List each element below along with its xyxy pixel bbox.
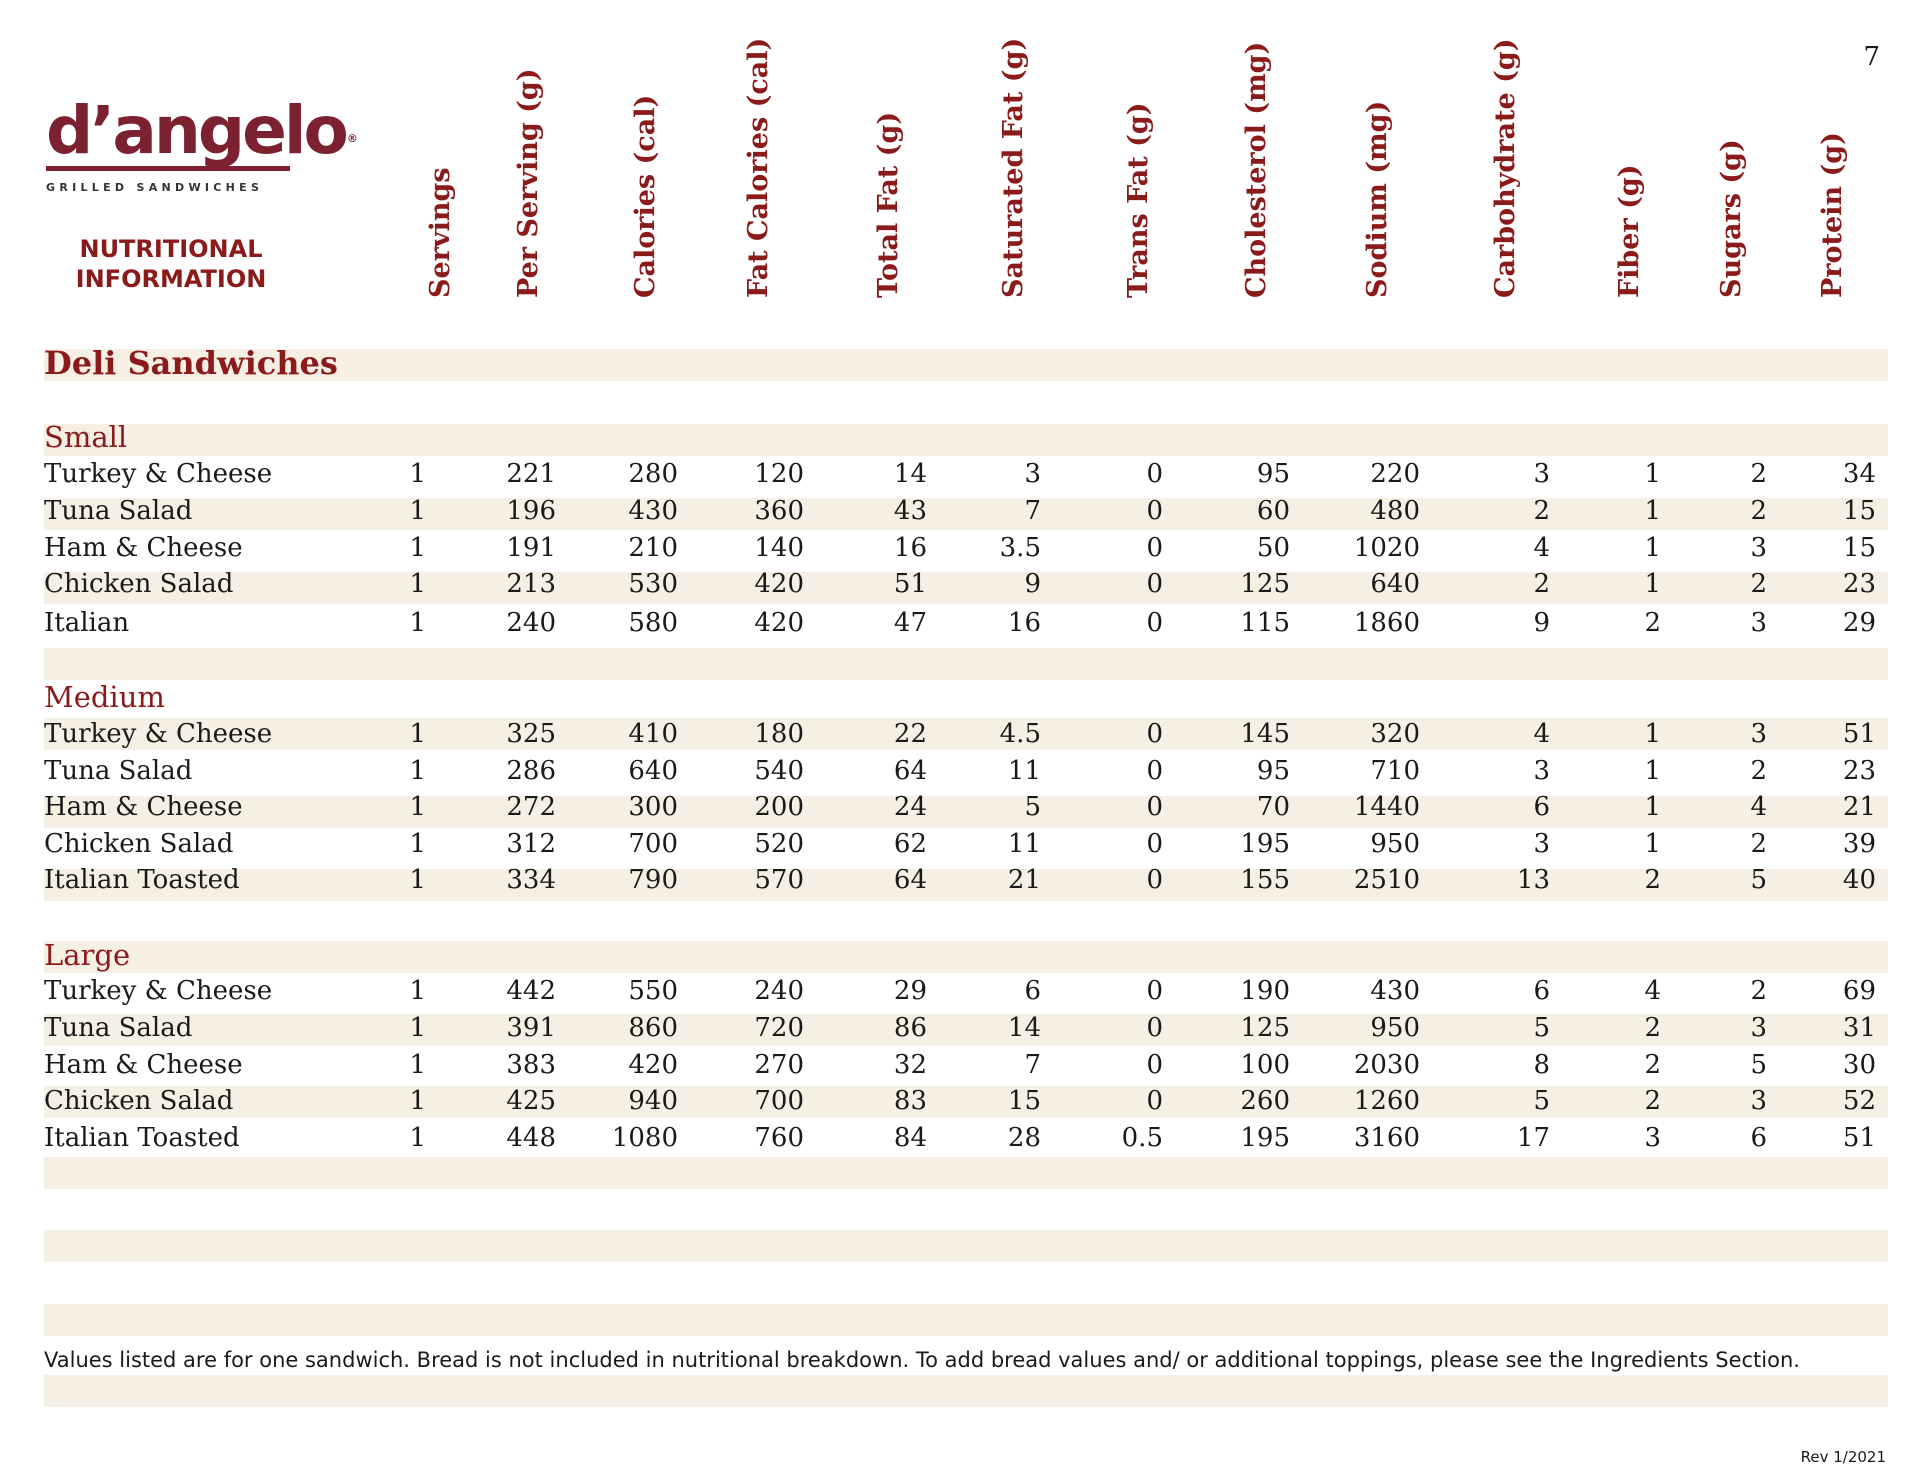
- cell-cholesterol: 195: [1240, 829, 1290, 859]
- cell-protein: 23: [1842, 756, 1876, 786]
- cell-saturated-fat: 3.5: [999, 533, 1041, 563]
- cell-protein: 40: [1842, 865, 1876, 895]
- document-title: [46, 234, 296, 294]
- column-header-sugars: Sugars (g): [1716, 139, 1747, 298]
- cell-calories: 300: [628, 792, 678, 822]
- column-header-per-serving: Per Serving (g): [513, 68, 544, 298]
- cell-sugars: 2: [1750, 756, 1767, 786]
- item-name: Tuna Salad: [44, 1013, 193, 1043]
- item-name: Turkey & Cheese: [44, 976, 273, 1006]
- cell-carbohydrate: 2: [1533, 569, 1550, 599]
- cell-saturated-fat: 7: [1024, 1050, 1041, 1080]
- cell-calories: 790: [628, 865, 678, 895]
- cell-carbohydrate: 5: [1533, 1013, 1550, 1043]
- cell-total-fat: 84: [893, 1123, 927, 1153]
- cell-fiber: 1: [1644, 756, 1661, 786]
- cell-sodium: 1860: [1353, 608, 1420, 638]
- cell-servings: 1: [409, 608, 426, 638]
- cell-calories: 640: [628, 756, 678, 786]
- cell-sodium: 950: [1370, 1013, 1420, 1043]
- item-name: Turkey & Cheese: [44, 719, 273, 749]
- cell-fiber: 1: [1644, 719, 1661, 749]
- table-row: [0, 607, 1920, 639]
- cell-cholesterol: 70: [1256, 792, 1290, 822]
- cell-fiber: 1: [1644, 792, 1661, 822]
- cell-sugars: 3: [1750, 608, 1767, 638]
- row-band: [44, 1375, 1888, 1407]
- cell-servings: 1: [409, 865, 426, 895]
- cell-calories: 280: [628, 459, 678, 489]
- cell-saturated-fat: 7: [1024, 496, 1041, 526]
- cell-trans-fat: 0: [1146, 829, 1163, 859]
- document-title-line-1: NUTRITIONAL: [79, 235, 263, 263]
- item-name: Ham & Cheese: [44, 792, 243, 822]
- cell-calories: 580: [628, 608, 678, 638]
- cell-protein: 39: [1842, 829, 1876, 859]
- item-name: Ham & Cheese: [44, 533, 243, 563]
- cell-servings: 1: [409, 1123, 426, 1153]
- cell-sugars: 3: [1750, 1086, 1767, 1116]
- cell-saturated-fat: 3: [1024, 459, 1041, 489]
- table-row: [0, 568, 1920, 600]
- cell-servings: 1: [409, 459, 426, 489]
- cell-carbohydrate: 5: [1533, 1086, 1550, 1116]
- item-name: Ham & Cheese: [44, 1050, 243, 1080]
- cell-total-fat: 83: [893, 1086, 927, 1116]
- cell-per-serving: 312: [506, 829, 556, 859]
- cell-protein: 51: [1842, 719, 1876, 749]
- cell-carbohydrate: 2: [1533, 496, 1550, 526]
- cell-sodium: 950: [1370, 829, 1420, 859]
- cell-fiber: 2: [1644, 1050, 1661, 1080]
- cell-cholesterol: 50: [1256, 533, 1290, 563]
- cell-cholesterol: 260: [1240, 1086, 1290, 1116]
- row-band: [44, 1157, 1888, 1189]
- cell-cholesterol: 195: [1240, 1123, 1290, 1153]
- cell-per-serving: 191: [506, 533, 556, 563]
- cell-servings: 1: [409, 976, 426, 1006]
- cell-total-fat: 51: [893, 569, 927, 599]
- cell-trans-fat: 0.5: [1121, 1123, 1163, 1153]
- cell-fat-calories: 700: [754, 1086, 804, 1116]
- cell-sugars: 3: [1750, 533, 1767, 563]
- cell-sodium: 1440: [1353, 792, 1420, 822]
- item-name: Chicken Salad: [44, 1086, 234, 1116]
- cell-carbohydrate: 8: [1533, 1050, 1550, 1080]
- cell-cholesterol: 115: [1240, 608, 1290, 638]
- cell-per-serving: 425: [506, 1086, 556, 1116]
- table-row: [0, 1085, 1920, 1117]
- cell-cholesterol: 125: [1240, 569, 1290, 599]
- cell-protein: 15: [1842, 496, 1876, 526]
- cell-fat-calories: 540: [754, 756, 804, 786]
- cell-carbohydrate: 3: [1533, 459, 1550, 489]
- table-row: [0, 975, 1920, 1007]
- cell-total-fat: 14: [893, 459, 927, 489]
- cell-fat-calories: 760: [754, 1123, 804, 1153]
- row-band: [44, 941, 1888, 973]
- cell-total-fat: 29: [893, 976, 927, 1006]
- cell-cholesterol: 95: [1256, 459, 1290, 489]
- column-header-saturated-fat: Saturated Fat (g): [998, 37, 1029, 298]
- cell-trans-fat: 0: [1146, 865, 1163, 895]
- cell-calories: 210: [628, 533, 678, 563]
- cell-fiber: 2: [1644, 1013, 1661, 1043]
- cell-per-serving: 442: [506, 976, 556, 1006]
- cell-cholesterol: 145: [1240, 719, 1290, 749]
- section-title: Deli Sandwiches: [44, 344, 338, 382]
- cell-fat-calories: 140: [754, 533, 804, 563]
- cell-protein: 29: [1842, 608, 1876, 638]
- cell-trans-fat: 0: [1146, 1013, 1163, 1043]
- cell-sodium: 2030: [1353, 1050, 1420, 1080]
- cell-sodium: 220: [1370, 459, 1420, 489]
- table-row: [0, 1012, 1920, 1044]
- cell-cholesterol: 155: [1240, 865, 1290, 895]
- cell-calories: 940: [628, 1086, 678, 1116]
- cell-saturated-fat: 9: [1024, 569, 1041, 599]
- cell-sugars: 2: [1750, 829, 1767, 859]
- table-row: [0, 495, 1920, 527]
- cell-fiber: 2: [1644, 865, 1661, 895]
- cell-per-serving: 240: [506, 608, 556, 638]
- footnote: Values listed are for one sandwich. Bread is not included in nutritional breakdown. To add bread values and/ or additional toppings, please see the Ingredients Section.: [44, 1348, 1800, 1372]
- cell-per-serving: 325: [506, 719, 556, 749]
- item-name: Turkey & Cheese: [44, 459, 273, 489]
- cell-saturated-fat: 14: [1007, 1013, 1041, 1043]
- cell-total-fat: 16: [893, 533, 927, 563]
- cell-calories: 700: [628, 829, 678, 859]
- cell-carbohydrate: 4: [1533, 719, 1550, 749]
- cell-fiber: 1: [1644, 829, 1661, 859]
- cell-protein: 34: [1842, 459, 1876, 489]
- column-header-servings: Servings: [425, 167, 456, 298]
- cell-sugars: 2: [1750, 569, 1767, 599]
- table-row: [0, 864, 1920, 896]
- cell-fiber: 1: [1644, 459, 1661, 489]
- column-header-cholesterol: Cholesterol (mg): [1241, 41, 1272, 298]
- cell-calories: 1080: [611, 1123, 678, 1153]
- size-group-title: Medium: [44, 680, 165, 714]
- cell-servings: 1: [409, 1086, 426, 1116]
- table-row: [0, 791, 1920, 823]
- cell-servings: 1: [409, 569, 426, 599]
- cell-sugars: 5: [1750, 1050, 1767, 1080]
- table-row: [0, 718, 1920, 750]
- cell-fiber: 2: [1644, 608, 1661, 638]
- cell-protein: 31: [1842, 1013, 1876, 1043]
- cell-trans-fat: 0: [1146, 1086, 1163, 1116]
- cell-sugars: 3: [1750, 719, 1767, 749]
- cell-total-fat: 47: [893, 608, 927, 638]
- cell-servings: 1: [409, 829, 426, 859]
- cell-sugars: 2: [1750, 976, 1767, 1006]
- cell-fat-calories: 240: [754, 976, 804, 1006]
- cell-servings: 1: [409, 496, 426, 526]
- item-name: Chicken Salad: [44, 569, 234, 599]
- document-title-line-2: INFORMATION: [75, 265, 267, 293]
- cell-saturated-fat: 28: [1007, 1123, 1041, 1153]
- cell-carbohydrate: 9: [1533, 608, 1550, 638]
- brand-logo: [46, 92, 358, 194]
- cell-per-serving: 448: [506, 1123, 556, 1153]
- cell-saturated-fat: 11: [1007, 756, 1041, 786]
- table-row: [0, 458, 1920, 490]
- column-header-carbohydrate: Carbohydrate (g): [1490, 38, 1521, 298]
- cell-fat-calories: 420: [754, 569, 804, 599]
- cell-protein: 15: [1842, 533, 1876, 563]
- cell-cholesterol: 100: [1240, 1050, 1290, 1080]
- cell-carbohydrate: 6: [1533, 976, 1550, 1006]
- column-header-calories: Calories (cal): [630, 94, 661, 298]
- cell-protein: 51: [1842, 1123, 1876, 1153]
- cell-fat-calories: 270: [754, 1050, 804, 1080]
- cell-sodium: 320: [1370, 719, 1420, 749]
- cell-carbohydrate: 17: [1516, 1123, 1550, 1153]
- cell-cholesterol: 190: [1240, 976, 1290, 1006]
- item-name: Italian: [44, 608, 130, 638]
- cell-trans-fat: 0: [1146, 719, 1163, 749]
- item-name: Italian Toasted: [44, 865, 240, 895]
- cell-trans-fat: 0: [1146, 792, 1163, 822]
- cell-trans-fat: 0: [1146, 459, 1163, 489]
- cell-total-fat: 64: [893, 756, 927, 786]
- cell-sodium: 1260: [1353, 1086, 1420, 1116]
- cell-sugars: 3: [1750, 1013, 1767, 1043]
- cell-sodium: 480: [1370, 496, 1420, 526]
- cell-sodium: 640: [1370, 569, 1420, 599]
- cell-per-serving: 272: [506, 792, 556, 822]
- cell-total-fat: 64: [893, 865, 927, 895]
- cell-saturated-fat: 5: [1024, 792, 1041, 822]
- cell-sugars: 2: [1750, 459, 1767, 489]
- cell-per-serving: 391: [506, 1013, 556, 1043]
- cell-calories: 530: [628, 569, 678, 599]
- cell-fat-calories: 520: [754, 829, 804, 859]
- cell-trans-fat: 0: [1146, 496, 1163, 526]
- cell-fat-calories: 120: [754, 459, 804, 489]
- cell-carbohydrate: 4: [1533, 533, 1550, 563]
- cell-servings: 1: [409, 533, 426, 563]
- cell-trans-fat: 0: [1146, 1050, 1163, 1080]
- cell-cholesterol: 125: [1240, 1013, 1290, 1043]
- cell-sugars: 4: [1750, 792, 1767, 822]
- cell-per-serving: 213: [506, 569, 556, 599]
- cell-protein: 69: [1842, 976, 1876, 1006]
- cell-sodium: 3160: [1353, 1123, 1420, 1153]
- size-group-title: Small: [44, 420, 128, 454]
- row-band: [44, 1304, 1888, 1336]
- cell-calories: 420: [628, 1050, 678, 1080]
- cell-calories: 550: [628, 976, 678, 1006]
- item-name: Italian Toasted: [44, 1123, 240, 1153]
- column-header-fiber: Fiber (g): [1614, 164, 1645, 298]
- logo-wordmark: d’angelo ®: [46, 92, 358, 169]
- cell-calories: 430: [628, 496, 678, 526]
- cell-per-serving: 334: [506, 865, 556, 895]
- cell-trans-fat: 0: [1146, 569, 1163, 599]
- cell-servings: 1: [409, 792, 426, 822]
- table-row: [0, 755, 1920, 787]
- cell-fiber: 1: [1644, 569, 1661, 599]
- cell-saturated-fat: 6: [1024, 976, 1041, 1006]
- page-number: 7: [1863, 42, 1880, 72]
- cell-servings: 1: [409, 756, 426, 786]
- cell-carbohydrate: 3: [1533, 756, 1550, 786]
- cell-servings: 1: [409, 719, 426, 749]
- cell-total-fat: 24: [893, 792, 927, 822]
- cell-trans-fat: 0: [1146, 756, 1163, 786]
- cell-protein: 30: [1842, 1050, 1876, 1080]
- cell-fat-calories: 180: [754, 719, 804, 749]
- size-group-title: Large: [44, 938, 131, 972]
- cell-total-fat: 22: [893, 719, 927, 749]
- cell-fiber: 1: [1644, 533, 1661, 563]
- column-header-trans-fat: Trans Fat (g): [1123, 102, 1154, 298]
- cell-carbohydrate: 3: [1533, 829, 1550, 859]
- cell-cholesterol: 95: [1256, 756, 1290, 786]
- cell-total-fat: 86: [893, 1013, 927, 1043]
- cell-fat-calories: 720: [754, 1013, 804, 1043]
- cell-sodium: 710: [1370, 756, 1420, 786]
- cell-sodium: 2510: [1353, 865, 1420, 895]
- cell-servings: 1: [409, 1013, 426, 1043]
- table-row: [0, 1122, 1920, 1154]
- cell-per-serving: 286: [506, 756, 556, 786]
- table-row: [0, 532, 1920, 564]
- cell-fat-calories: 570: [754, 865, 804, 895]
- cell-calories: 410: [628, 719, 678, 749]
- cell-fiber: 4: [1644, 976, 1661, 1006]
- cell-fiber: 3: [1644, 1123, 1661, 1153]
- cell-saturated-fat: 15: [1007, 1086, 1041, 1116]
- row-band: [44, 1230, 1888, 1262]
- cell-total-fat: 62: [893, 829, 927, 859]
- cell-cholesterol: 60: [1256, 496, 1290, 526]
- item-name: Tuna Salad: [44, 496, 193, 526]
- cell-protein: 21: [1842, 792, 1876, 822]
- cell-per-serving: 196: [506, 496, 556, 526]
- cell-fat-calories: 360: [754, 496, 804, 526]
- cell-saturated-fat: 21: [1007, 865, 1041, 895]
- cell-sodium: 1020: [1353, 533, 1420, 563]
- cell-trans-fat: 0: [1146, 976, 1163, 1006]
- cell-protein: 52: [1842, 1086, 1876, 1116]
- cell-fat-calories: 420: [754, 608, 804, 638]
- cell-carbohydrate: 6: [1533, 792, 1550, 822]
- cell-servings: 1: [409, 1050, 426, 1080]
- column-header-fat-calories: Fat Calories (cal): [743, 37, 774, 298]
- cell-total-fat: 43: [893, 496, 927, 526]
- cell-per-serving: 221: [506, 459, 556, 489]
- row-band: [44, 424, 1888, 456]
- cell-sugars: 5: [1750, 865, 1767, 895]
- cell-total-fat: 32: [893, 1050, 927, 1080]
- cell-carbohydrate: 13: [1516, 865, 1550, 895]
- logo-tagline: GRILLED SANDWICHES: [46, 181, 264, 194]
- cell-protein: 23: [1842, 569, 1876, 599]
- cell-saturated-fat: 4.5: [999, 719, 1041, 749]
- cell-per-serving: 383: [506, 1050, 556, 1080]
- cell-trans-fat: 0: [1146, 608, 1163, 638]
- cell-trans-fat: 0: [1146, 533, 1163, 563]
- item-name: Tuna Salad: [44, 756, 193, 786]
- item-name: Chicken Salad: [44, 829, 234, 859]
- cell-sodium: 430: [1370, 976, 1420, 1006]
- cell-calories: 860: [628, 1013, 678, 1043]
- cell-fat-calories: 200: [754, 792, 804, 822]
- cell-saturated-fat: 16: [1007, 608, 1041, 638]
- cell-sugars: 6: [1750, 1123, 1767, 1153]
- cell-fiber: 2: [1644, 1086, 1661, 1116]
- table-row: [0, 1049, 1920, 1081]
- column-header-protein: Protein (g): [1817, 132, 1848, 298]
- cell-sugars: 2: [1750, 496, 1767, 526]
- cell-fiber: 1: [1644, 496, 1661, 526]
- table-row: [0, 828, 1920, 860]
- cell-saturated-fat: 11: [1007, 829, 1041, 859]
- row-band: [44, 648, 1888, 680]
- revision-label: Rev 1/2021: [1800, 1448, 1886, 1466]
- column-header-sodium: Sodium (mg): [1362, 100, 1393, 298]
- column-header-total-fat: Total Fat (g): [873, 111, 904, 298]
